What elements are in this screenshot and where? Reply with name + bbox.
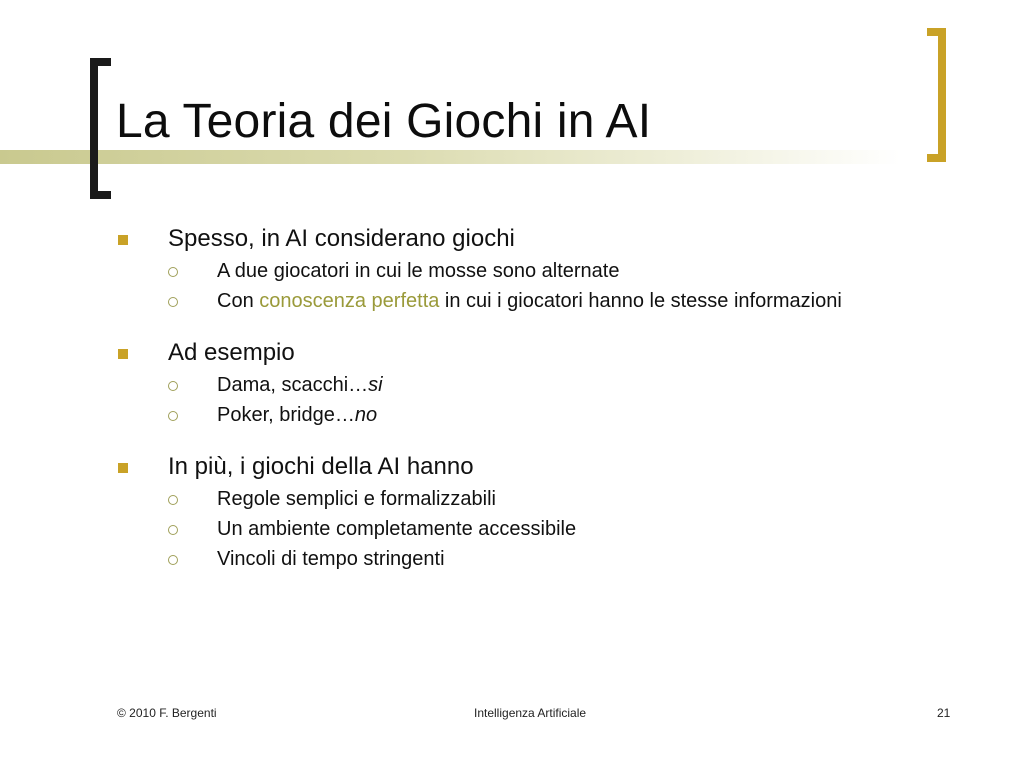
sub-bullet-text: Un ambiente completamente accessibile	[217, 518, 577, 540]
circle-bullet-icon	[168, 525, 178, 535]
bullet-item	[0, 450, 1024, 484]
footer-copyright: © 2010 F. Bergenti	[117, 706, 217, 720]
sub-bullet-text: Dama, scacchi…	[217, 374, 369, 396]
bullet-list	[0, 222, 1024, 574]
bullet-text: In più, i giochi della AI hanno	[168, 453, 474, 480]
sub-bullet-text: Vincoli di tempo stringenti	[217, 548, 445, 570]
emphasis-answer: no	[354, 404, 378, 426]
circle-bullet-icon	[168, 267, 178, 277]
sub-bullet-item	[0, 514, 877, 544]
sub-bullet-text-prefix: Con	[217, 290, 260, 312]
sub-bullet-text: A due giocatori in cui le mosse sono alternate	[217, 260, 620, 282]
sub-bullet-text: Poker, bridge…	[217, 404, 355, 426]
slide-number: 21	[937, 706, 951, 720]
sub-bullet-text-suffix: in cui i giocatori hanno le stesse informazioni	[439, 290, 842, 312]
highlighted-term: conoscenza perfetta	[259, 290, 440, 312]
bullet-item	[0, 336, 1024, 370]
circle-bullet-icon	[168, 297, 178, 307]
circle-bullet-icon	[168, 411, 178, 421]
square-bullet-icon	[118, 463, 128, 473]
sub-bullet-item	[0, 286, 877, 316]
bullet-item	[0, 222, 1024, 256]
title-rule	[0, 150, 900, 164]
emphasis-answer: si	[368, 374, 383, 396]
sub-bullet-item	[0, 484, 877, 514]
circle-bullet-icon	[168, 495, 178, 505]
right-bracket-decoration	[927, 28, 946, 162]
square-bullet-icon	[118, 349, 128, 359]
bullet-text: Spesso, in AI considerano giochi	[168, 225, 515, 252]
footer-course-title: Intelligenza Artificiale	[474, 706, 587, 720]
sub-bullet-item	[0, 544, 877, 574]
sub-bullet-item	[0, 370, 877, 400]
sub-bullet-item	[0, 400, 877, 430]
sub-bullet-text: Regole semplici e formalizzabili	[217, 488, 496, 510]
slide-title: La Teoria dei Giochi in AI	[116, 95, 652, 148]
circle-bullet-icon	[168, 555, 178, 565]
circle-bullet-icon	[168, 381, 178, 391]
sub-bullet-item	[0, 256, 877, 286]
left-bracket-decoration	[90, 58, 111, 199]
bullet-text: Ad esempio	[168, 339, 295, 366]
square-bullet-icon	[118, 235, 128, 245]
